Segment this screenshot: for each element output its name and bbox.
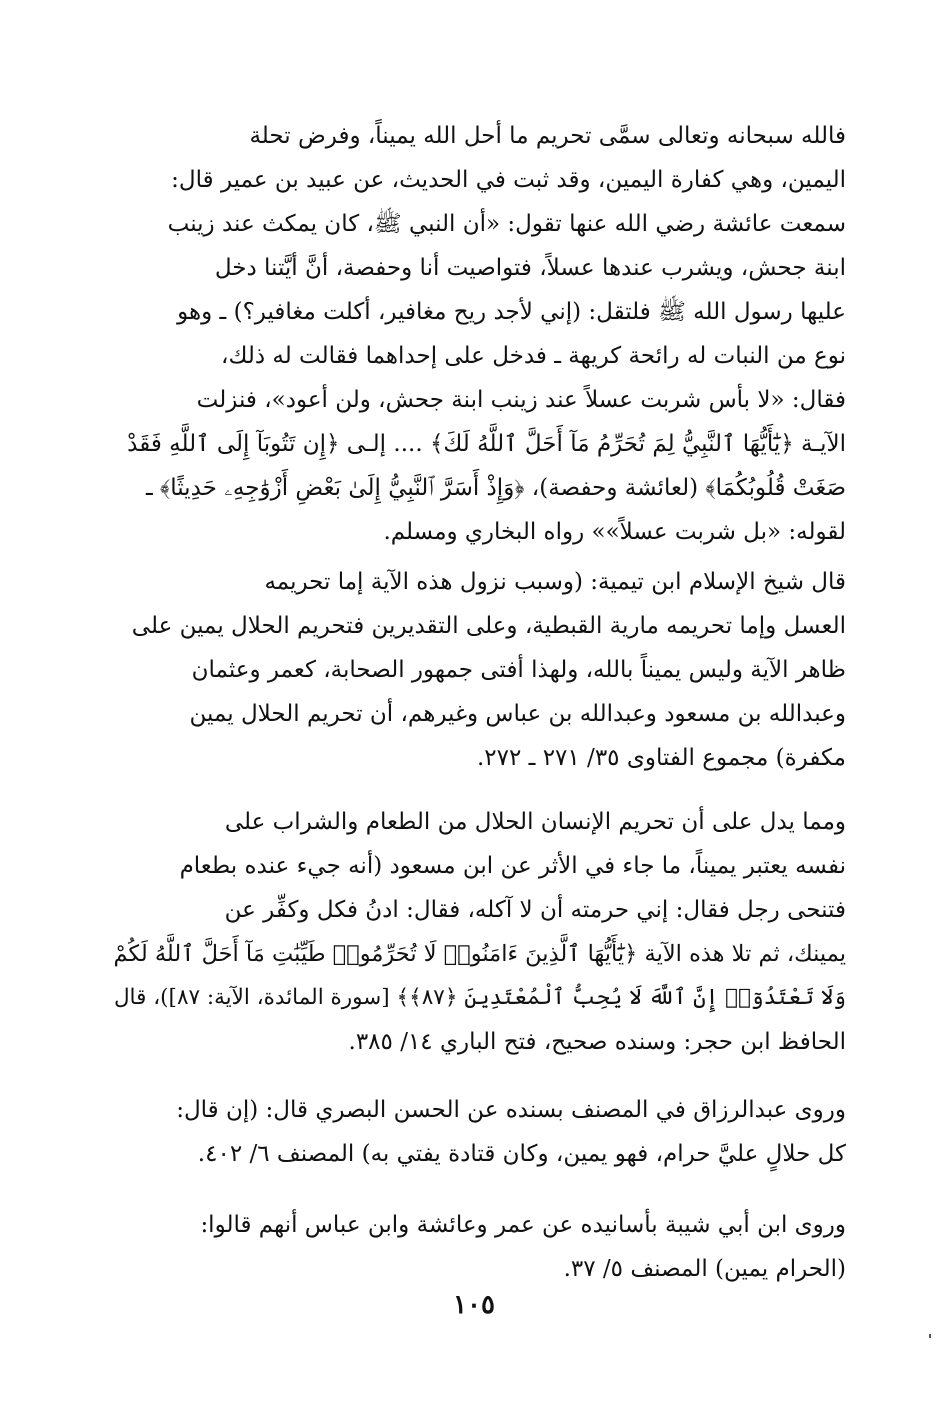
text-line: فالله سبحانه وتعالى سمَّى تحريم ما أحل الله يميناً، وفرض تحلة — [249, 123, 846, 149]
text-line: ابنة جحش، ويشرب عندها عسلاً، فتواصيت أنا وحفصة، أنَّ أيَّتنا دخل — [214, 255, 846, 281]
text-line: وَلَا تَعْتَدُوٓا۟ إِنَّ ٱللَّهَ لَا يُحِبُّ ٱلْمُعْتَدِينَ ﴿٨٧﴾﴾ [سورة المائدة، الآية: ٨٧])، قال — [113, 985, 846, 1010]
text-line: اليمين، وهي كفارة اليمين، وقد ثبت في الحديث، عن عبيد بن عمير قال: — [171, 167, 846, 193]
text-line: وروى ابن أبي شيبة بأسانيده عن عمر وعائشة وابن عباس أنهم قالوا: — [200, 1212, 846, 1238]
text-line: يمينك، ثم تلا هذه الآية ﴿يَٰٓأَيُّهَا ٱلَّذِينَ ءَامَنُوا۟ لَا تُحَرِّمُوا۟ طَيِّبَٰتِ مَآ أَحَلَّ ٱللَّهُ لَكُمْ — [113, 941, 846, 967]
text-line: فقال: «لا بأس شربت عسلاً عند زينب ابنة جحش، ولن أعود»، فنزلت — [196, 387, 846, 413]
text-line: ظاهر الآية وليس يميناً بالله، ولهذا أفتى جمهور الصحابة، كعمر وعثمان — [191, 657, 846, 683]
text-line: وعبدالله بن مسعود وعبدالله بن عباس وغيرهم، أن تحريم الحلال يمين — [189, 701, 846, 727]
paragraph-kaffarat-al-yamin — [104, 114, 846, 554]
text-line: العسل وإما تحريمه مارية القبطية، وعلى التقديرين فتحريم الحلال يمين على — [131, 613, 846, 639]
paragraph-ibn-abi-shaybah — [104, 1203, 846, 1291]
paragraph-abdulrazzaq — [104, 1088, 846, 1176]
text-line: صَغَتْ قُلُوبُكُمَا﴾ (لعائشة وحفصة)، ﴿وَإِذْ أَسَرَّ ٱلنَّبِيُّ إِلَىٰ بَعْضِ أَزْوَٰجِهِۦ حَدِيثًا﴾ ـ — [146, 475, 846, 501]
paragraph-ibn-taymiyyah — [104, 560, 846, 780]
text-line: وروى عبدالرزاق في المصنف بسنده عن الحسن البصري قال: (إن قال: — [176, 1097, 846, 1123]
text-line: الحافظ ابن حجر: وسنده صحيح، فتح الباري ١٤/ ٣٨٥. — [348, 1029, 846, 1055]
text-line: لقوله: «بل شربت عسلاً»» رواه البخاري ومسلم. — [383, 519, 846, 545]
text-line: سمعت عائشة رضي الله عنها تقول: «أن النبي ﷺ، كان يمكث عند زينب — [167, 211, 846, 237]
paragraph-ibn-masud — [104, 800, 846, 1064]
text-line: عليها رسول الله ﷺ فلتقل: (إني لأجد ريح مغافير، أكلت مغافير؟) ـ وهو — [177, 299, 846, 325]
text-line: نفسه يعتبر يميناً، ما جاء في الأثر عن ابن مسعود (أنه جيء عنده بطعام — [179, 853, 846, 879]
text-line: قال شيخ الإسلام ابن تيمية: (وسبب نزول هذه الآية إما تحريمه — [264, 569, 846, 595]
text-line: كل حلالٍ عليَّ حرام، فهو يمين، وكان قتادة يفتي به) المصنف ٦/ ٤٠٢. — [197, 1141, 846, 1167]
text-line: الآيـة ﴿يَٰٓأَيُّهَا ٱلنَّبِيُّ لِمَ تُحَرِّمُ مَآ أَحَلَّ ٱللَّهُ لَكَ﴾ .... إلـى ﴿إِن تَتُوبَآ إِلَى ٱللَّهِ فَقَدْ — [127, 431, 846, 457]
scan-edge-mark — [929, 1334, 931, 1338]
page-number: ١٠٥ — [453, 1290, 495, 1320]
text-line: ومما يدل على أن تحريم الإنسان الحلال من الطعام والشراب على — [224, 809, 846, 835]
text-line: فتنحى رجل فقال: إني حرمته أن لا آكله، فقال: ادنُ فكل وكفِّر عن — [224, 897, 846, 923]
text-line: مكفرة) مجموع الفتاوى ٣٥/ ٢٧١ ـ ٢٧٢. — [476, 745, 846, 771]
text-line: (الحرام يمين) المصنف ٥/ ٣٧. — [563, 1256, 846, 1282]
text-line: نوع من النبات له رائحة كريهة ـ فدخل على إحداهما فقالت له ذلك، — [221, 343, 846, 369]
